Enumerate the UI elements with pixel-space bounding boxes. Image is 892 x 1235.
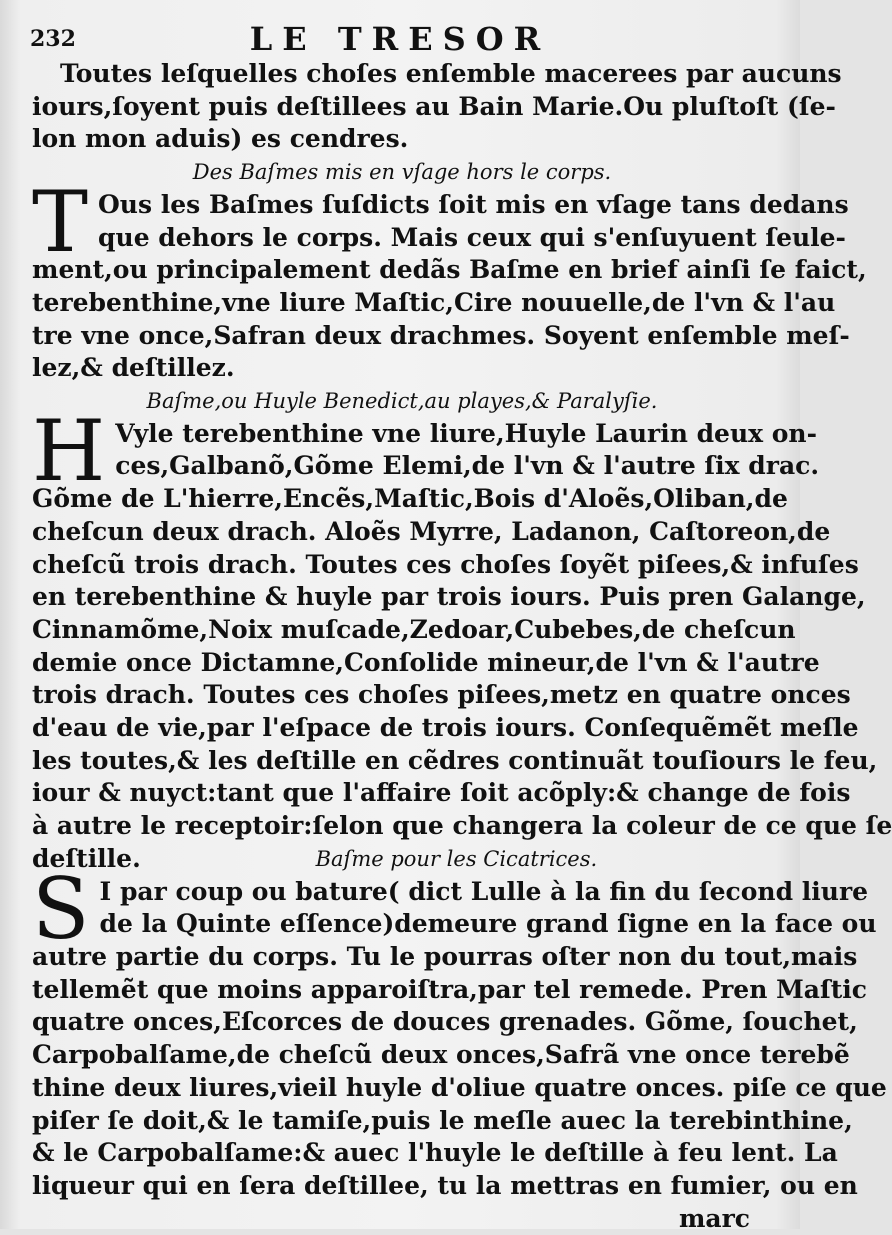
paragraph	[32, 859, 887, 1203]
text-line: piſer ſe doit,& le tamiſe,puis le meſle auec la terebinthine,	[32, 1105, 853, 1135]
text-line: les toutes,& les deſtille en cẽdres continuãt touſiours le feu,	[32, 745, 878, 775]
text-line: que dehors le corps. Mais ceux qui s'enſuyuent ſeule-	[98, 222, 846, 252]
text-line: iour & nuyct:tant que l'affaire ſoit acõply:& change de fois	[32, 778, 851, 808]
body-text	[32, 58, 892, 1235]
text-line: iours,ſoyent puis deſtillees au Bain Marie.Ou pluſtoſt (ſe-	[32, 91, 836, 121]
text-line: Vyle terebenthine vne liure,Huyle Laurin deux on-	[115, 418, 817, 448]
text-line: terebenthine,vne liure Maſtic,Cire nouuelle,de l'vn & l'au	[32, 287, 836, 317]
page-number: 232	[30, 26, 76, 52]
section-heading: Des Baſmes mis en vſage hors le corps.	[192, 160, 612, 185]
text-line: autre partie du corps. Tu le pourras oſter non du tout,mais	[32, 941, 858, 971]
text-line: ces,Galbanõ,Gõme Elemi,de l'vn & l'autre ſix drac.	[115, 451, 820, 481]
text-line: I par coup ou bature( dict Lulle à la fin du ſecond liure	[99, 876, 869, 906]
text-line: en terebenthine & huyle par trois iours. Puis pren Galange,	[32, 582, 866, 612]
section-heading-text: Baſme pour les Cicatrices.	[315, 846, 598, 871]
text-line: à autre le receptoir:ſelon que changera la coleur de ce que ſe	[32, 811, 892, 841]
text-line: tre vne once,Safran deux drachmes. Soyent enſemble meſ-	[32, 320, 850, 350]
catchword: marc	[678, 1203, 750, 1233]
text-line: cheſcun deux drach. Aloẽs Myrre, Ladanon, Caſtoreon,de	[32, 516, 831, 546]
text-line: tellemẽt que moins apparoiſtra,par tel remede. Pren Maſtic	[32, 974, 867, 1004]
section-heading: Baſme,ou Huyle Benedict,au playes,& Paralyſie.	[146, 389, 658, 414]
text-line: d'eau de vie,par l'eſpace de trois iours. Conſequẽmẽt meſle	[32, 713, 859, 743]
text-line: Gõme de L'hierre,Encẽs,Maſtic,Bois d'Aloẽs,Oliban,de	[32, 484, 788, 514]
text-line: lez,& deſtillez.	[32, 353, 235, 383]
text-line: de la Quinte eſſence)demeure grand ſigne en la face ou	[99, 909, 877, 939]
text-line: Ous les Baſmes ſuſdicts ſoit mis en vſage tans dedans	[98, 189, 849, 219]
text-line: thine deux liures,vieil huyle d'oliue quatre onces. piſe ce que	[32, 1072, 887, 1102]
drop-cap: H	[32, 401, 106, 500]
text-line: ment,ou principalement dedãs Baſme en brief ainſi ſe faict,	[32, 255, 867, 285]
text-line: cheſcũ trois drach. Toutes ces choſes ſoyẽt piſees,& infuſes	[32, 549, 859, 579]
text-line: liqueur qui en ſera deſtillee, tu la mettras en fumier, ou en	[32, 1170, 858, 1200]
line-lead: deſtille.	[32, 843, 141, 873]
text-line: & le Carpobalſame:& auec l'huyle le deſtille à feu lent. La	[32, 1138, 838, 1168]
text-line: demie once Dictamne,Conſolide mineur,de l'vn & l'autre	[32, 647, 820, 677]
text-line: Toutes leſquelles choſes enſemble macerees par aucuns	[60, 59, 842, 88]
drop-cap: S	[32, 859, 90, 958]
running-title: LE TRESOR	[249, 20, 551, 58]
text-line: lon mon aduis) es cendres.	[32, 124, 409, 154]
text-line: quatre onces,Eſcorces de douces grenades. Gõme, ſouchet,	[32, 1007, 858, 1037]
text-line: Carpobalſame,de cheſcũ deux onces,Safrã vne once terebẽ	[32, 1040, 850, 1070]
drop-cap: T	[32, 172, 89, 271]
text-line: Cinnamõme,Noix muſcade,Zedoar,Cubebes,de cheſcun	[32, 614, 796, 644]
page-header	[30, 16, 770, 56]
text-line: trois drach. Toutes ces choſes piſees,metz en quatre onces	[32, 680, 851, 710]
section-heading	[32, 843, 772, 876]
